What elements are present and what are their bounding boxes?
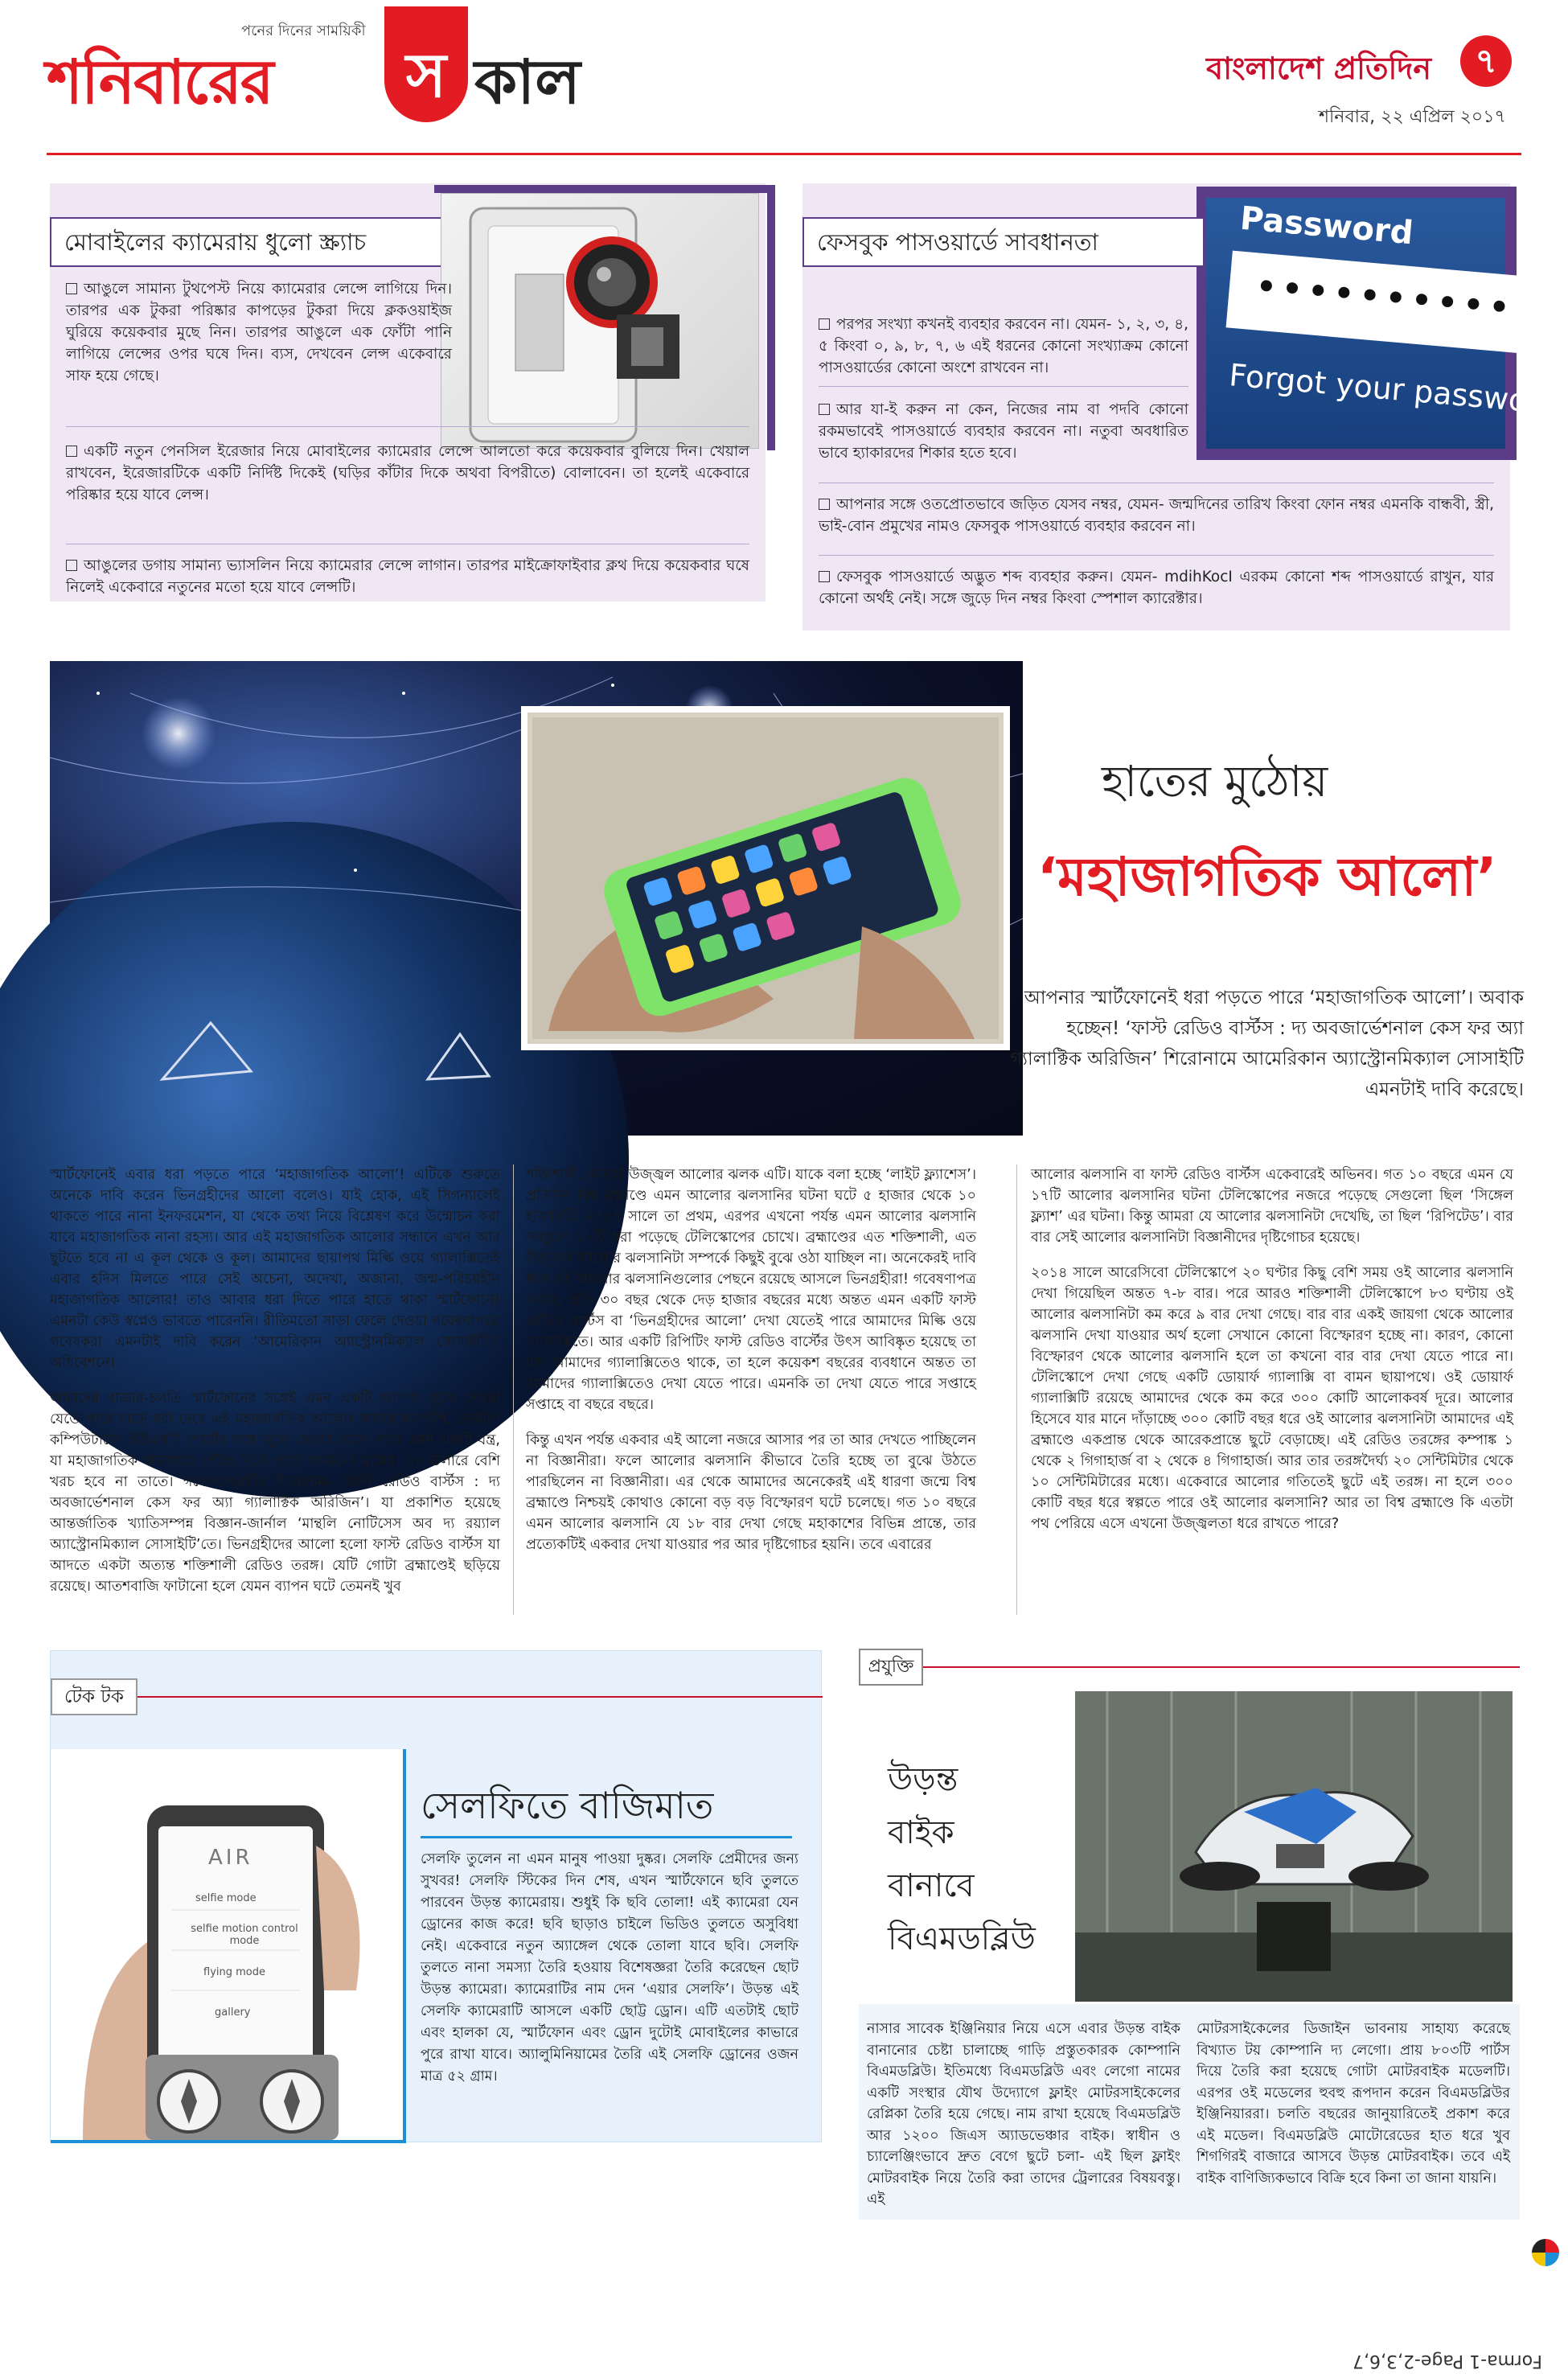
phone-menu-item: flying mode <box>203 1966 265 1978</box>
cosmic-graphic <box>50 661 1023 1136</box>
password-tip-group-3 <box>819 494 1494 537</box>
password-tip-2: আর যা-ই করুন না কেন, নিজের নাম বা পদবি কোনো রকমভাবেই পাসওয়ার্ডে ব্যবহার করবেন না। নতুবা অবধারিত ভাবে হ্যাকারদের শিকার হতে হবে। <box>819 401 1188 462</box>
phone-menu-item: gallery <box>215 2006 251 2019</box>
brand-left: শনিবারের <box>47 46 273 117</box>
camera-case-graphic <box>441 194 760 450</box>
column-divider <box>1016 1164 1017 1615</box>
checkbox-icon <box>819 318 830 330</box>
tip-divider <box>66 426 749 427</box>
feature-column-2 <box>526 1164 976 1623</box>
phone-menu-item: selfie mode <box>195 1892 257 1904</box>
column-divider <box>513 1164 514 1615</box>
flying-bike-photo <box>1073 1689 1515 2004</box>
brand-kal: কাল <box>474 46 581 117</box>
forgot-password-label: Forgot your password <box>1227 357 1561 421</box>
feature-headline: ‘মহাজাগতিক আলো’ <box>1037 846 1497 908</box>
title-line: বানাবে <box>888 1867 975 1904</box>
registration-mark <box>1532 2239 1559 2266</box>
prajukti-column-1: নাসার সাবেক ইঞ্জিনিয়ার নিয়ে এসে এবার উড়ন্ত বাইক বানানোর চেষ্টা চালাচ্ছে গাড়ি প্রস্তুতকারক কোম্পানি বিএমডব্লিউ। ইতিমধ্যে বিএমডব্লিউ এবং লেগো নামের একটি সংস্থার যৌথ উদ্যোগে ফ্লাইং মোটরসাইকেলের রেপ্লিকা তৈরি হয়ে গেছে। নাম রাখা হয়েছে বিএমডব্লিউ আর ১২০০ জিএস অ্যাডভেঞ্চার বাইক। স্বাধীন ও চ্যালেঞ্জিংভাবে দ্রুত বেগে ছুটে চলা- এই ছিল ফ্লাইং মোটরবাইক নিয়ে তৈরি করা তাদের ট্রেলারের বিষয়বস্তু। এই <box>867 2021 1180 2208</box>
issue-date: শনিবার, ২২ এপ্রিল ২০১৭ <box>1319 107 1506 127</box>
password-photo <box>1206 198 1561 449</box>
paragraph: আলোর ঝলসানি বা ফাস্ট রেডিও বার্স্টস একেবারেই অভিনব। গত ১০ বছরে এমন যে ১৭টি আলোর ঝলসানির ঘটনা টেলিস্কোপের নজরে পড়েছে সেগুলো ছিল ‘সিঙ্গেল ফ্ল্যাশ’ এর ঘটনা। কিন্তু আমরা যে আলোর ঝলসানিটা দেখেছি, তা ছিল ‘রিপিটেড’। বার বার সেই আলোর ঝলসানিটা বিজ্ঞানীদের দৃষ্টিগোচর হয়েছে। <box>1031 1167 1513 1246</box>
tip-box-camera-title: মোবাইলের ক্যামেরায় ধুলো স্ক্র্যাচ <box>50 217 452 267</box>
techtalk-rule <box>138 1696 823 1698</box>
camera-tip-1: আঙুলে সামান্য টুথপেস্ট নিয়ে ক্যামেরার লেন্সে লাগিয়ে দিন। তারপর এক টুকরা পরিষ্কার কাপড়ের টুকরা দিয়ে ক্লকওয়াইজ ঘুরিয়ে কয়েকবার মুছে নিন। তারপর আঙুলে এক ফোঁটা পানি লাগিয়ে লেন্সের ওপর ঘষে দিন। ব্যস, দেখবেন লেন্স একেবারে সাফ হয়ে গেছে। <box>66 281 452 384</box>
prajukti-title <box>888 1753 1065 1965</box>
feature-lede: আপনার স্মার্টফোনেই ধরা পড়তে পারে ‘মহাজাগতিক আলো’। অবাক হচ্ছেন! ‘ফাস্ট রেডিও বার্স্টস : দ্য অবজার্ভেশনাল কেস ফর অ্যা গ্যালাক্টিক অরিজিন’ শিরোনামে আমেরিকান অ্যাস্ট্রোনমিক্যাল সোসাইটি এমনটাই দাবি করেছে। <box>1010 988 1524 1100</box>
password-tip-group-1 <box>819 314 1188 379</box>
cosmic-light-photo <box>50 661 1023 1136</box>
phone-brand: AIR <box>208 1846 253 1870</box>
tip-box-camera-list-3 <box>66 555 749 598</box>
masthead-rule <box>47 153 1521 155</box>
page-number: ৭ <box>1460 35 1512 87</box>
password-tip-1: পরপর সংখ্যা কখনই ব্যবহার করবেন না। যেমন- ১, ২, ৩, ৪, ৫ কিংবা ০, ৯, ৮, ৭, ৬ এই ধরনের কোনো সংখ্যাক্রম কোনো পাসওয়ার্ডের কোনো অংশে রাখবেন না। <box>819 316 1188 376</box>
techtalk-title: সেলফিতে বাজিমাত <box>421 1784 714 1827</box>
feature-column-3 <box>1031 1164 1513 1623</box>
title-line: বাইক <box>888 1814 954 1851</box>
password-tip-3: আপনার সঙ্গে ওতপ্রোতভাবে জড়িত যেসব নম্বর, যেমন- জন্মদিনের তারিখ কিংবা ফোন নম্বর এমনকি বান্ধবী, স্ত্রী, ভাই-বোন প্রমুখের নামও ফেসবুক পাসওয়ার্ডে ব্যবহার করবেন না। <box>819 496 1494 535</box>
tip-divider <box>819 555 1494 556</box>
feature-kicker: হাতের মুঠোয় <box>1102 756 1328 807</box>
checkbox-icon <box>66 283 77 294</box>
techtalk-title-rule <box>421 1836 792 1838</box>
checkbox-icon <box>66 560 77 571</box>
tip-box-camera-list-2 <box>66 441 749 506</box>
password-tip-group-4 <box>819 566 1494 610</box>
camera-tip-2: একটি নতুন পেনসিল ইরেজার নিয়ে মোবাইলের ক্যামেরার লেন্সে আলতো করে কয়েকবার বুলিয়ে দিন। খেয়াল রাখবেন, ইরেজারটিকে একটি নির্দিষ্ট দিকেই (ঘড়ির কাঁটার দিকে অথবা বিপরীতে) বোলাবেন। তা হলেই একেবারে পরিষ্কার হয়ে যাবে লেন্স। <box>66 443 749 503</box>
forma-footer: Forma-1 Page-2,3,6,7 <box>1353 2351 1542 2371</box>
masthead <box>0 0 1568 161</box>
checkbox-icon <box>66 446 77 457</box>
checkbox-icon <box>819 404 830 415</box>
checkbox-icon <box>819 499 830 510</box>
selfie-drone-photo <box>51 1749 406 2143</box>
title-line: বিএমডব্লিউ <box>888 1920 1036 1957</box>
prajukti-tag: প্রযুক্তি <box>859 1649 923 1686</box>
tip-divider <box>819 386 1188 387</box>
paragraph: আমাদের বাজার-চলতি স্মার্টফোনের সঙ্গেই এমন একটি অ্যাপস জুড়ে দেওয়া যেতে পারে যাতে ধরা দেবে এই মহাজাগতিক আলো। আবার ল্যাপটপ, ডেস্কটপ কম্পিউটারের ইউএসবি পোর্টের সঙ্গে জুড়ে দেওয়া যেতে পারে এমন একটি যন্ত্র, যা মহাজাগতিক আলোকে পৌঁছে দিতে পারে আমাদের মুঠোয়। ১০ ডলারে বেশি খরচ হবে না তাতে। গবেষণাপত্রটির শিরোনাম- ‘ফাস্ট রেডিও বার্স্টস : দ্য অবজার্ভেশনাল কেস ফর অ্যা গ্যালাক্টিক অরিজিন’। যা প্রকাশিত হয়েছে আন্তর্জাতিক খ্যাতিসম্পন্ন বিজ্ঞান-জার্নাল ‘মান্থলি নোটিসেস অব দ্য রয়্যাল অ্যাস্ট্রোনমিক্যাল সোসাইটি’তে। ভিনগ্রহীদের আলো হলো ফাস্ট রেডিও বার্স্টস যা আদতে একটা অত্যন্ত শক্তিশালী রেডিও তরঙ্গ। যেটি গোটা ব্রহ্মাণ্ডেই ছড়িয়ে রয়েছে। আতশবাজি ফাটানো হলে যেমন ব্যাপন ঘটে তেমনই খুব <box>50 1390 500 1595</box>
paragraph: স্মার্টফোনেই এবার ধরা পড়তে পারে ‘মহাজাগতিক আলো’! এটিকে শুরুতে অনেকে দাবি করেন ভিনগ্রহীদের আলো বলেও। যাই হোক, এই সিগন্যালেই থাকতে পারে নানা ইনফরমেশন, যা থেকে তথ্য নিয়ে বিশ্লেষণ করে উন্মোচন করা যাবে মহাজাগতিক নানা রহস্য। আর এই মহাজাগতিক আলোর সন্ধানে এখন আর ছুটতে হবে না এ কূল থেকে ও কূল। আমাদের ছায়াপথ মিল্কি ওয়ে গ্যালাক্সিতেই এবার হদিস মিলতে পারে সেই অচেনা, অদেখা, অজানা, জন্ম-পরিচয়হীন মহাজাগতিক আলোর! তাও আবার ধরা দিতে পারে হাতে থাকা স্মার্টফোনে! এমনটা কেউ স্বপ্নেও ভাবতে পারেননি। রীতিমতো সাড়া ফেলে দেওয়া গবেষণাপত্রে গবেষকরা এমনটাই দাবি করেন ‘আমেরিকান অ্যাস্ট্রোনমিক্যাল সোসাইটি’র অধিবেশনে। <box>50 1167 500 1371</box>
password-dots: •••••••••• <box>1253 264 1516 331</box>
checkbox-icon <box>819 571 830 582</box>
paragraph: কিন্তু এখন পর্যন্ত একবার এই আলো নজরে আসার পর তা আর দেখতে পাচ্ছিলেন না বিজ্ঞানীরা। ফলে আলোর ঝলসানি কীভাবে তৈরি হচ্ছে তা বুঝে উঠতে পারছিলেন না বিজ্ঞানীরা। এর থেকে আমাদের অনেকেরই এই ধারণা জন্মে বিশ্ব ব্রহ্মাণ্ডে নিশ্চয়ই কোথাও কোনো বড় বড় বিস্ফোরণ ঘটে চলেছে। গত ১০ বছরে এমন আলোর ঝলসানি যে ১৮ বার দেখা গেছে মহাকাশের বিভিন্ন প্রান্তে, তার প্রত্যেকটিই একবার দেখা যাওয়ার পর আর দৃষ্টিগোচর হয়নি। তবে এবারের <box>526 1432 976 1553</box>
paper-name: বাংলাদেশ প্রতিদিন <box>1206 51 1432 86</box>
prajukti-column-2: মোটরসাইকেলের ডিজাইন ভাবনায় সাহায্য করেছে বিখ্যাত টয় কোম্পানি দ্য লেগো। প্রায় ৮০৩টি পার্টস দিয়ে তৈরি করা হয়েছে গোটা মোটরবাইক মডেলটি। এরপর ওই মডেলের হুবহু রূপদান করেন বিএমডব্লিউর ইঞ্জিনিয়াররা। চলতি বছরের জানুয়ারিতেই প্রকাশ করে এই মডেল। বিএমডব্লিউ মোটোরেডের হাত ধরে খুব শিগগিরই বাজারে আসবে উড়ন্ত মোটরবাইক। তবে এই বাইক বাণিজ্যিকভাবে বিক্রি হবে কিনা তা জানা যায়নি। <box>1197 2021 1510 2187</box>
prajukti-section <box>859 1649 1520 2220</box>
camera-lens-photo <box>441 193 759 449</box>
techtalk-tag: টেক টক <box>51 1678 138 1715</box>
paragraph: শক্তিশালী, অত্যন্ত উজ্জ্বল আলোর ঝলক এটি। যাকে বলা হচ্ছে ‘লাইট ফ্ল্যাশেস’। প্রতিদিন বিশ্ব ব্রহ্মাণ্ডে এমন আলোর ঝলসানির ঘটনা ঘটে ৫ হাজার থেকে ১০ হাজারটি। ২০০৭ সালে তা প্রথম, এরপর এখনো পর্যন্ত এমন আলোর ঝলসানি সবকুলে ১৮টি ধরা পড়েছে টেলিস্কোপের চোখে। ব্রহ্মাণ্ডের এত শক্তিশালী, এত উজ্জ্বল আলোর ঝলসানিটা সম্পর্কে কিছুই বুঝে ওঠা যাচ্ছিল না। অনেকেরই দাবি ছিল ওই আলোর ঝলসানিগুলোর পেছনে রয়েছে আসলে ভিনগ্রহীরা! গবেষণাপত্র বলছে, প্রতি ৩০ বছর থেকে দেড় হাজার বছরের মধ্যে অন্তত এমন একটি ফাস্ট রেডিও বার্স্টস বা ‘ভিনগ্রহীদের আলো’ দেখা যেতেই পারে আমাদের মিল্কি ওয়ে গ্যালাক্সিতে। আর একটি রিপিটিং ফাস্ট রেডিও বার্স্টের উৎস আবিষ্কৃত হয়েছে তা যদি আমাদের গ্যালাক্সিতেও থাকে, তা হলে কয়েকশ বছরের ব্যবধানে অন্তত তা আমাদের গ্যালাক্সিতেও দেখা যেতে পারে। এমনকি তা দেখা যেতে পারে সপ্তাহে সপ্তাহে বা বছরে বছরে। <box>526 1167 976 1413</box>
techtalk-body: সেলফি তুলেন না এমন মানুষ পাওয়া দুষ্কর। সেলফি প্রেমীদের জন্য সুখবর! সেলফি স্টিকের দিন শেষ, এখন স্মার্টফোনে ছবি তুলতে পারবেন উড়ন্ত ক্যামেরায়। শুধুই কি ছবি তোলা! এই ক্যামেরা যেন ড্রোনের কাজ করে! ছবি ছাড়াও চাইলে ভিডিও তুলতে অসুবিধা নেই। একেবারে নতুন অ্যাঙ্গেল থেকে তোলা যাবে ছবি। সেলফি তুলতে নানা সমস্যা তৈরি হওয়ায় বিশেষজ্ঞরা তৈরি করেছেন ছোট উড়ন্ত ক্যামেরা। ক্যামেরাটির নাম দেন ‘এয়ার সেলফি’। উড়ন্ত এই সেলফি ক্যামেরাটি আসলে একটি ছোট্ট ড্রোন। এটি এতটাই ছোট এবং হালকা যে, স্মার্টফোন এবং ড্রোন দুটোই মোবাইলের কাভারে পুরে রাখা যাবে। অ্যালুমিনিয়ামের তৈরি এই সেলফি ড্রোনের ওজন মাত্র ৫২ গ্রাম। <box>421 1851 798 2084</box>
feature-column-1 <box>50 1164 500 1623</box>
prajukti-rule <box>923 1666 1520 1668</box>
brand-sa: স <box>405 39 447 111</box>
brand-tagline: পনের দিনের সাময়িকী <box>241 23 366 39</box>
techtalk-section <box>50 1650 822 2142</box>
password-tip-4: ফেসবুক পাসওয়ার্ডে অদ্ভুত শব্দ ব্যবহার করুন। যেমন- mdihKocI এরকম কোনো শব্দ পাসওয়ার্ডে রাখুন, যার কোনো অর্থই নেই। সঙ্গে জুড়ে দিন নম্বর কিংবা স্পেশাল ক্যারেক্টার। <box>819 569 1494 607</box>
title-line: উড়ন্ত <box>888 1761 958 1798</box>
camera-tip-3: আঙুলের ডগায় সামান্য ভ্যাসলিন নিয়ে ক্যামেরার লেন্সে লাগান। তারপর মাইক্রোফাইবার ক্লথ দিয়ে কয়েকবার ঘষে নিলেই একেবারে নতুনের মতো হয়ে যাবে লেন্সটি। <box>66 557 749 596</box>
phone-menu-item: selfie motion control mode <box>191 1923 298 1947</box>
tip-box-password-title: ফেসবুক পাসওয়ার্ডে সাবধানতা <box>802 217 1205 267</box>
password-tip-group-2 <box>819 399 1188 464</box>
flying-bike-graphic <box>1075 1691 1513 2002</box>
password-label: Password <box>1238 199 1415 253</box>
paragraph: ২০১৪ সালে আরেসিবো টেলিস্কোপে ২০ ঘণ্টার কিছু বেশি সময় ওই আলোর ঝলসানি দেখা গিয়েছিল অন্তত ৭-৮ বার। পরে আরও শক্তিশালী টেলিস্কোপে ৮৩ ঘণ্টায় ওই আলোর ঝলসানিটা কম করে ৯ বার দেখা গেছে। বার বার একই জায়গা থেকে আলোর ঝলসানি দেখা যাওয়ার অর্থ হলো সেখানে কোনো বিস্ফোরণ হচ্ছে না। কারণ, কোনো বিস্ফোরণ থেকে আলোর ঝলসানি হলে তা কখনো বার বার দেখা যেতে পারে না। টেলিস্কোপে দেখা গেছে একটি ডোয়ার্ফ গ্যালাক্সি বা বামন ছায়াপথে। ওই ডোয়ার্ফ গ্যালাক্সিটি রয়েছে আমাদের থেকে কম করে ৩০০ কোটি আলোকবর্ষ দূরে। আলোর হিসেবে যার মানে দাঁড়াচ্ছে ৩০০ কোটি বছর ধরে ওই আলোর ঝলসানিটা আমাদের এই ব্রহ্মাণ্ডে একপ্রান্ত থেকে আরেকপ্রান্তে ছুটে বেড়াচ্ছে। এই রেডিও তরঙ্গের কম্পাঙ্ক ১ থেকে ২ গিগাহার্জ বা ২ থেকে ৪ গিগাহার্জ। আর তার তরঙ্গদৈর্ঘ্য ২০ সেন্টিমিটার থেকে ১০ সেন্টিমিটারের মধ্যে। একেবারে আলোর গতিতেই ছুটে এই তরঙ্গ। না হলে ৩০০ কোটি বছর ধরে স্বল্পতে পারে ওই আলোর ঝলসানি? আর তা বিশ্ব ব্রহ্মাণ্ডে কি এতটা পথ পেরিয়ে এসে এখনো উজ্জ্বলতা ধরে রাখতে পারে? <box>1031 1265 1513 1532</box>
tip-box-camera-list <box>66 278 452 387</box>
